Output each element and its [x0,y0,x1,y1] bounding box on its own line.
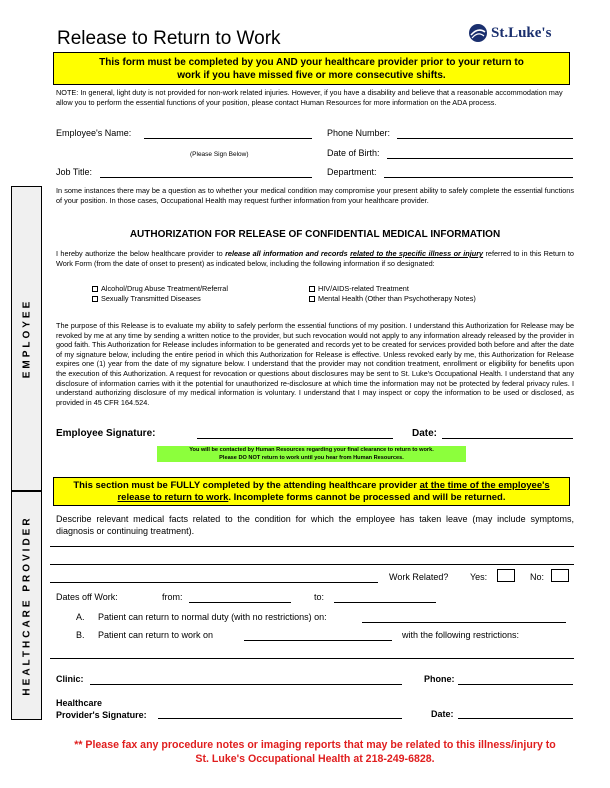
option-label: HIV/AIDS-related Treatment [318,284,409,293]
option-b-suffix: with the following restrictions: [402,630,520,640]
provider-date-field[interactable] [458,718,573,719]
fax-instructions [20,738,610,766]
option-b-letter: B. [76,630,85,640]
work-related-yes-checkbox[interactable] [497,569,515,582]
auth-text-b: release all information and records [225,249,348,258]
top-notice [53,52,570,85]
phone-number-field[interactable] [397,138,573,139]
restrictions-line[interactable] [50,658,574,659]
checkbox[interactable] [92,286,98,292]
fax-line-1: ** Please fax any procedure notes or imaging reports that may be related to this illness/injury to [74,739,556,751]
option-alcohol[interactable] [92,284,228,294]
from-label: from: [162,592,183,602]
work-related-no-checkbox[interactable] [551,569,569,582]
logo-text: St.Luke's [491,24,552,41]
option-mental-health[interactable] [309,294,476,304]
clinic-field[interactable] [90,684,402,685]
job-title-label: Job Title: [56,167,93,177]
top-notice-line1: This form must be completed by you AND your healthcare provider prior to your return to [99,57,524,68]
employee-signature-field[interactable] [197,438,393,439]
provider-side-label: HEALTHCARE PROVIDER [21,515,33,696]
medical-facts-line-2[interactable] [50,564,574,565]
employee-signature-label: Employee Signature: [56,428,156,439]
restricted-return-date-field[interactable] [244,640,392,641]
checkbox[interactable] [309,286,315,292]
auth-text-d: related to the specific illness or injury [350,249,484,258]
option-label: Alcohol/Drug Abuse Treatment/Referral [101,284,228,293]
authorization-paragraph [56,249,574,268]
authorization-heading: AUTHORIZATION FOR RELEASE OF CONFIDENTIAL MEDICAL INFORMATION [129,229,501,240]
clinic-label: Clinic: [56,674,84,684]
option-std[interactable] [92,294,201,304]
provider-signature-label-2: Provider's Signature: [56,710,147,720]
fax-line-2: St. Luke's Occupational Health at 218-249-6828. [195,753,435,765]
department-field[interactable] [384,177,573,178]
hr-contact-notice [157,446,466,462]
auth-text-a: I hereby authorize the below healthcare provider to [56,249,226,258]
no-label: No: [530,572,545,582]
dates-off-label: Dates off Work: [56,592,118,602]
checkbox[interactable] [92,296,98,302]
checkbox[interactable] [309,296,315,302]
department-label: Department: [327,167,377,177]
provider-notice-c: . Incomplete forms cannot be processed and will be returned. [228,492,506,503]
option-label: Mental Health (Other than Psychotherapy Notes) [318,294,476,303]
provider-date-label: Date: [431,709,454,719]
provider-notice [53,477,570,506]
employee-name-field[interactable] [144,138,312,139]
yes-label: Yes: [470,572,488,582]
purpose-paragraph: The purpose of this Release is to evaluate my ability to safely perform the essential functions of my position. I understand this Authorization for Release may be revoked by me at any time by sending a written notice to the provider, but such revocation would not apply to any information already released by the provider in good faith. This Authorization for Release includes information to be generated and records yet to be created for services provided both before and after the date of my signature below, including the entire period in which this Authorization for Release is effective. Unless revoked early by me, this Authorization for Release expires one (1) year from the date of my signature below. I understand that the provider may not condition treatment, enrollment or eligibility for benefits upon the execution of this Authorization. A request for revocation or questions about disclosures may be sent to St. Luke's Occupational Health. I understand that any disclosure of information carries with it the potential for unauthorized re-disclosure at which time the information may not be protected by federal privacy rules. I understand authorizing disclosure of my medical information is voluntary. I understand that I may inspect or copy the information to be used or disclosed, as provided in 45 CFR 164.524. [56,321,574,407]
logo [468,22,558,44]
ada-note: NOTE: In general, light duty is not provided for non-work related injuries. However, if you have a disability and believe that a reasonable accommodation may allow you to perform the essential functions of your position, please contact Human Resources for more information on the ADA process. [56,88,563,107]
option-a-text: Patient can return to normal duty (with no restrictions) on: [98,612,327,622]
medical-facts-line-3[interactable] [50,582,378,583]
provider-signature-field[interactable] [158,718,402,719]
provider-phone-label: Phone: [424,674,455,684]
option-hiv[interactable] [309,284,409,294]
describe-instructions: Describe relevant medical facts related to the condition for which the employee has taken leave (may include symptoms, diagnosis or continuing treatment). [56,514,574,536]
provider-phone-field[interactable] [458,684,573,685]
medical-facts-line-1[interactable] [50,546,574,547]
dates-off-to-field[interactable] [334,602,436,603]
phone-number-label: Phone Number: [327,128,391,138]
employee-name-label: Employee's Name: [56,128,132,138]
page-title: Release to Return to Work [57,28,281,49]
job-title-field[interactable] [100,177,312,178]
hr-notice-line2: Please DO NOT return to work until you hear from Human Resources. [219,455,404,461]
normal-duty-date-field[interactable] [362,622,566,623]
sign-hint: (Please Sign Below) [190,151,249,158]
work-related-label: Work Related? [389,572,449,582]
option-b-text: Patient can return to work on [98,630,214,640]
provider-signature-label-1: Healthcare [56,698,103,708]
provider-notice-b: at the time of the employee's release to return to work [117,480,550,503]
dates-off-from-field[interactable] [189,602,291,603]
option-label: Sexually Transmitted Diseases [101,294,201,303]
dob-field[interactable] [387,158,573,159]
to-label: to: [314,592,325,602]
employee-side-label: EMPLOYEE [21,298,33,379]
auth-text-e: referred to in this Return to Work Form (from the date of onset to present) as indicated below, including the following information if so designated: [56,249,574,268]
st-lukes-logo-icon [468,23,488,43]
employee-date-label: Date: [412,428,438,439]
option-a-letter: A. [76,612,85,622]
top-notice-line2: work if you have missed five or more consecutive shifts. [177,70,446,81]
dob-label: Date of Birth: [327,148,380,158]
employee-date-field[interactable] [442,438,573,439]
provider-notice-a: This section must be FULLY completed by the attending healthcare provider [73,480,420,491]
intro-paragraph: In some instances there may be a question as to whether your medical condition may compromise your present ability to safely complete the essential functions of your position. In those cases, Occupational Health may request further information from your healthcare provider. [56,186,574,205]
provider-signature-label [56,697,147,721]
hr-notice-line1: You will be contacted by Human Resources regarding your final clearance to return to work. [189,447,434,453]
